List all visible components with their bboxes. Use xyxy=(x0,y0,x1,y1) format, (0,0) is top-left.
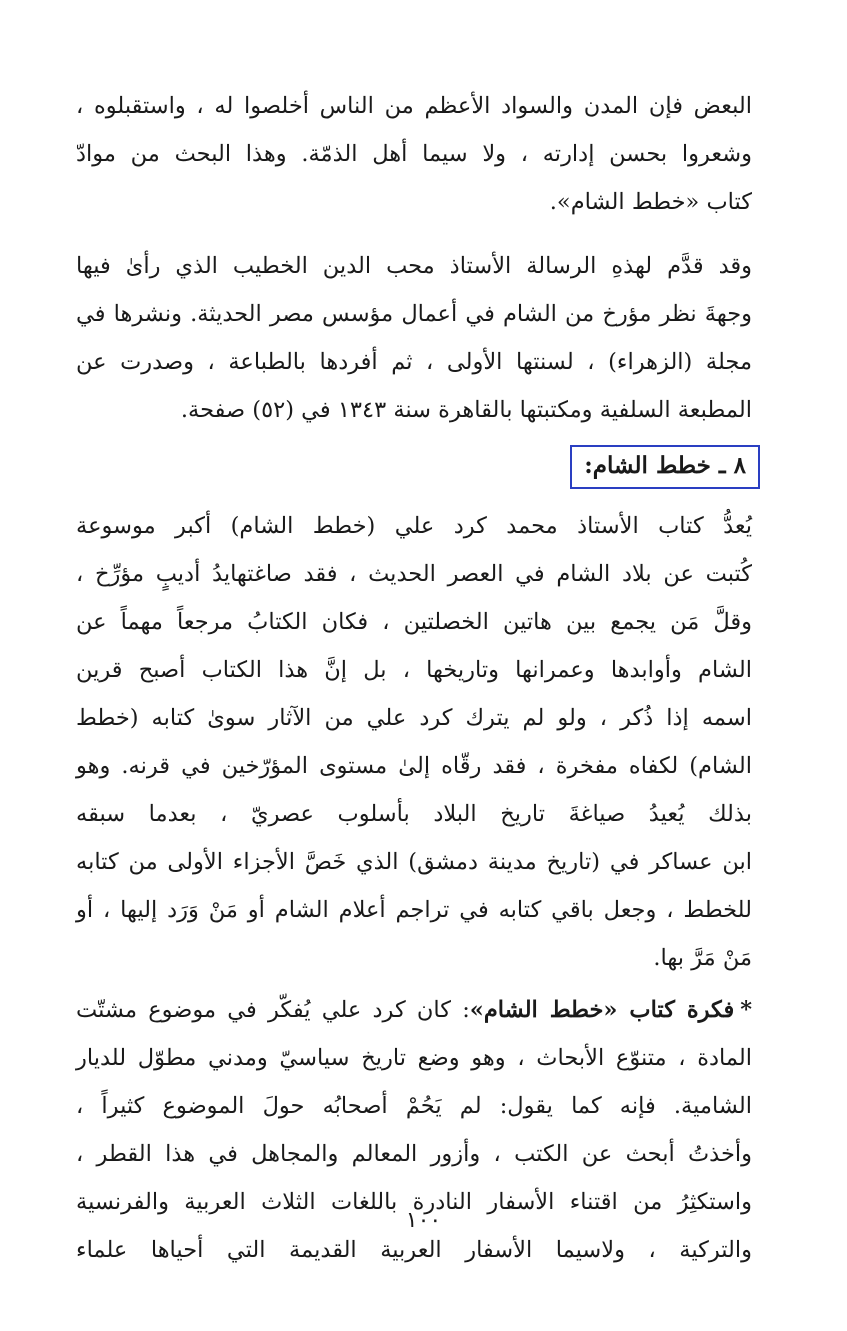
text-line: يُعدُّ كتاب الأستاذ محمد كرد علي (خطط الشام) أكبر موسوعة xyxy=(76,513,752,539)
text-line: البعض فإن المدن والسواد الأعظم من الناس أخلصوا له ، واستقبلوه ، xyxy=(76,93,752,119)
text-line: واستكثِرُ من اقتناء الأسفار النادرة باللغات الثلاث العربية والفرنسية xyxy=(76,1189,752,1215)
text-line: وقلَّ مَن يجمع بين هاتين الخصلتين ، فكان الكتابُ مرجعاً مهماً عن xyxy=(76,609,753,635)
paragraph-intro-2 xyxy=(76,242,752,434)
text-line: والتركية ، ولاسيما الأسفار العربية القديمة التي أحياها علماء xyxy=(76,1237,752,1263)
book-page xyxy=(76,82,752,1274)
text-line: كُتبت عن بلاد الشام في العصر الحديث ، فقد صاغتهايدُ أديبٍ مؤرِّخ ، xyxy=(76,561,752,587)
text-line: وأخذتُ أبحث عن الكتب ، وأزور المعالم والمجاهل في هذا القطر ، xyxy=(76,1141,752,1167)
text-line xyxy=(76,986,752,1034)
section-heading: ٨ ـ خطط الشام: xyxy=(570,445,760,489)
text-line: كتاب «خطط الشام». xyxy=(549,189,752,215)
text-line: ابن عساكر في (تاريخ مدينة دمشق) الذي خَصَّ الأجزاء الأولى من كتابه xyxy=(76,849,752,875)
text-line: وجهةَ نظر مؤرخ من الشام في أعمال مؤسس مصر الحديثة. ونشرها في xyxy=(76,301,752,327)
section-heading-row xyxy=(76,436,752,498)
text-line: اسمه إذا ذُكر ، ولو لم يترك كرد علي من الآثار سوىٰ كتابه (خطط xyxy=(76,705,752,731)
text-line: مَنْ مَرَّ بها. xyxy=(653,945,752,971)
text-line: المطبعة السلفية ومكتبتها بالقاهرة سنة ١٣٤٣ في (٥٢) صفحة. xyxy=(180,397,752,423)
bold-lead: فكرة كتاب «خطط الشام» xyxy=(469,997,735,1023)
text-line: الشامية. فإنه كما يقول: لم يَحُمْ أصحابُه حولَ الموضوع كثيراً ، xyxy=(76,1093,752,1119)
text-line: للخطط ، وجعل باقي كتابه في تراجم أعلام الشام أو مَنْ وَرَد إليها ، أو xyxy=(76,897,752,923)
text-line: وقد قدَّم لهذهِ الرسالة الأستاذ محب الدين الخطيب الذي رأىٰ فيها xyxy=(76,253,752,279)
text-line: مجلة (الزهراء) ، لسنتها الأولى ، ثم أفردها بالطباعة ، وصدرت عن xyxy=(76,349,752,375)
text-line: بذلك يُعيدُ صياغةَ تاريخ البلاد بأسلوب عصريّ ، بعدما سبقه xyxy=(76,801,752,827)
text-line: الشام وأوابدها وعمرانها وتاريخها ، بل إنَّ هذا الكتاب أصبح قرين xyxy=(76,657,752,683)
text-line: الشام) لكفاه مفخرة ، فقد رقّاه إلىٰ مستوى المؤرّخين في قرنه. وهو xyxy=(76,753,752,779)
star-marker: * xyxy=(740,997,752,1023)
text-line: وشعروا بحسن إدارته ، ولا سيما أهل الذمّة. وهذا البحث من موادّ xyxy=(76,141,752,167)
paragraph-intro-1 xyxy=(76,82,752,226)
text-line: المادة ، متنوّع الأبحاث ، وهو وضع تاريخ سياسيّ ومدني مطوّل للديار xyxy=(76,1045,752,1071)
lead-rest: : كان كرد علي يُفكّر في موضوع مشتّت xyxy=(76,997,470,1023)
paragraph-main xyxy=(76,502,752,982)
page-number: ١٠٠ xyxy=(405,1208,442,1233)
